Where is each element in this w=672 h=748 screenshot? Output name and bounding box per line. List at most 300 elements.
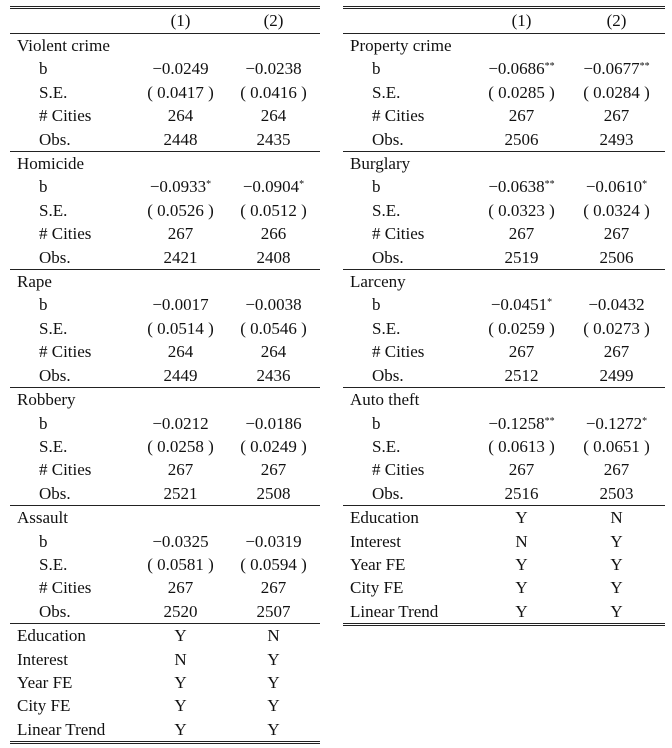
cities-col1 — [134, 222, 227, 245]
header-blank — [10, 8, 134, 34]
coefficient-row — [343, 175, 665, 198]
control-col2 — [227, 694, 320, 717]
se-label — [10, 81, 134, 104]
crime-name — [10, 152, 320, 176]
std-error-row — [10, 435, 320, 458]
coef-col2-text: −0.0432 — [588, 295, 645, 315]
coefficient-row — [10, 530, 320, 553]
cities-col1-text: 264 — [167, 342, 194, 362]
crime-name-text: Violent crime — [17, 36, 110, 55]
coef-col1 — [475, 57, 568, 80]
se-col2-text: ( 0.0416 ) — [240, 82, 307, 102]
coef-col1-text: −0.0933 — [149, 177, 207, 197]
coef-col2-text: −0.0904 — [242, 177, 300, 197]
column-header-1-text: (1) — [511, 11, 532, 30]
cities-label — [10, 458, 134, 481]
significance-stars: * — [642, 179, 648, 191]
se-col2-text: ( 0.0512 ) — [240, 200, 307, 220]
obs-label-text: Obs. — [39, 483, 71, 503]
obs-col1-text: 2521 — [163, 483, 198, 503]
se-col1-text: ( 0.0613 ) — [488, 436, 555, 456]
obs-row — [343, 128, 665, 152]
cities-label — [10, 222, 134, 245]
cities-col1 — [475, 104, 568, 127]
column-header-1-text: (1) — [170, 11, 191, 30]
se-col2-text: ( 0.0284 ) — [583, 82, 650, 102]
coef-label-text: b — [372, 413, 381, 433]
column-header-2 — [568, 8, 665, 34]
se-col1-text: ( 0.0323 ) — [488, 200, 555, 220]
control-col1-text: Y — [515, 554, 528, 574]
coefficient-row — [343, 412, 665, 435]
coef-col1-text: −0.0017 — [152, 295, 209, 315]
obs-row — [343, 482, 665, 506]
obs-col2 — [568, 364, 665, 388]
control-row — [343, 530, 665, 553]
crime-name — [10, 270, 320, 294]
control-col1-text: Y — [174, 672, 187, 692]
se-col2 — [568, 199, 665, 222]
se-col1 — [134, 435, 227, 458]
crime-name-text: Rape — [17, 272, 52, 292]
significance-stars: ** — [544, 415, 555, 427]
se-label — [10, 317, 134, 340]
coefficient-row — [10, 175, 320, 198]
crime-name — [343, 34, 665, 58]
obs-label — [10, 246, 134, 270]
significance-stars: ** — [544, 179, 555, 191]
control-label-text: Year FE — [350, 554, 406, 574]
obs-col2-text: 2508 — [256, 483, 291, 503]
crime-name — [343, 152, 665, 176]
se-label-text: S.E. — [39, 436, 68, 456]
control-label-text: Interest — [17, 649, 68, 669]
coef-col2-text: −0.1272 — [585, 413, 643, 433]
obs-col1-text: 2516 — [504, 483, 539, 503]
obs-label — [10, 600, 134, 624]
cities-col2-text: 267 — [603, 342, 630, 362]
control-col1 — [475, 530, 568, 553]
coef-col1 — [475, 412, 568, 435]
cities-label-text: # Cities — [39, 460, 92, 480]
se-label-text: S.E. — [372, 82, 401, 102]
control-col1-text: N — [515, 531, 528, 551]
coef-col2 — [227, 530, 320, 553]
obs-row — [10, 600, 320, 624]
cities-col1-text: 267 — [508, 224, 535, 244]
crime-section-title — [343, 34, 665, 58]
right-regression-table — [343, 6, 665, 626]
obs-col1 — [475, 364, 568, 388]
obs-col1 — [475, 246, 568, 270]
se-col1 — [475, 317, 568, 340]
obs-label — [343, 364, 475, 388]
se-label — [10, 435, 134, 458]
coef-col1 — [134, 293, 227, 316]
se-col2-text: ( 0.0273 ) — [583, 318, 650, 338]
obs-label — [10, 482, 134, 506]
coef-col1 — [134, 412, 227, 435]
cities-col2 — [227, 222, 320, 245]
coef-col2-text: −0.0610 — [585, 177, 643, 197]
control-col1 — [475, 553, 568, 576]
control-col2 — [227, 671, 320, 694]
coef-label — [10, 412, 134, 435]
se-col2 — [227, 553, 320, 576]
se-label-text: S.E. — [39, 554, 68, 574]
cities-col1-text: 264 — [167, 106, 194, 126]
cities-col1 — [134, 458, 227, 481]
obs-col1 — [134, 482, 227, 506]
significance-stars: ** — [544, 61, 555, 73]
obs-label — [343, 482, 475, 506]
control-label — [10, 648, 134, 671]
right-regression-panel — [343, 6, 665, 626]
coef-col1-text: −0.0212 — [152, 413, 209, 433]
control-col2 — [568, 553, 665, 576]
obs-label — [343, 246, 475, 270]
cities-col2-text: 266 — [260, 224, 287, 244]
cities-row — [10, 104, 320, 127]
crime-name-text: Larceny — [350, 272, 406, 292]
cities-col2 — [568, 458, 665, 481]
se-col1-text: ( 0.0526 ) — [147, 200, 214, 220]
cities-label — [343, 222, 475, 245]
cities-label-text: # Cities — [372, 460, 425, 480]
control-label-text: Education — [17, 626, 86, 646]
obs-col2-text: 2503 — [599, 483, 634, 503]
cities-col2 — [227, 104, 320, 127]
obs-col2 — [568, 482, 665, 506]
obs-col1-text: 2519 — [504, 247, 539, 267]
crime-section-title — [10, 506, 320, 530]
se-label — [10, 553, 134, 576]
se-col1-text: ( 0.0581 ) — [147, 554, 214, 574]
se-label-text: S.E. — [372, 200, 401, 220]
se-col2 — [227, 435, 320, 458]
obs-label — [10, 364, 134, 388]
coef-col2-text: −0.0319 — [245, 531, 302, 551]
std-error-row — [343, 199, 665, 222]
coef-col2 — [568, 57, 665, 80]
left-regression-table — [10, 6, 320, 744]
cities-label — [10, 340, 134, 363]
obs-col1 — [475, 128, 568, 152]
control-col2 — [568, 600, 665, 625]
cities-col2 — [568, 222, 665, 245]
se-col1 — [134, 81, 227, 104]
coef-col2 — [568, 412, 665, 435]
cities-col1 — [134, 104, 227, 127]
control-label-text: Year FE — [17, 672, 73, 692]
control-col1 — [134, 718, 227, 743]
se-col1 — [475, 81, 568, 104]
crime-name — [343, 270, 665, 294]
control-label — [10, 624, 134, 648]
obs-row — [343, 246, 665, 270]
se-label-text: S.E. — [39, 318, 68, 338]
significance-stars: * — [206, 179, 212, 191]
coef-col1-text: −0.0686 — [488, 59, 545, 79]
column-header-row — [10, 8, 320, 34]
control-col1 — [134, 671, 227, 694]
cities-row — [10, 576, 320, 599]
coef-label-text: b — [39, 177, 48, 197]
cities-col2 — [568, 104, 665, 127]
control-row — [343, 576, 665, 599]
control-row — [10, 718, 320, 743]
control-col2-text: Y — [610, 601, 623, 621]
cities-label-text: # Cities — [372, 106, 425, 126]
cities-col1-text: 267 — [167, 578, 194, 598]
obs-label — [10, 128, 134, 152]
obs-col2 — [568, 128, 665, 152]
control-label — [343, 530, 475, 553]
se-label-text: S.E. — [372, 318, 401, 338]
control-col1-text: Y — [515, 578, 528, 598]
coef-label-text: b — [372, 177, 381, 197]
crime-name-text: Burglary — [350, 154, 411, 174]
crime-section-title — [10, 388, 320, 412]
se-col1-text: ( 0.0259 ) — [488, 318, 555, 338]
cities-col2 — [227, 576, 320, 599]
obs-col1-text: 2520 — [163, 601, 198, 621]
obs-col2-text: 2408 — [256, 247, 291, 267]
cities-label-text: # Cities — [39, 342, 92, 362]
control-col2-text: Y — [267, 649, 280, 669]
crime-section-title — [10, 270, 320, 294]
cities-label-text: # Cities — [39, 578, 92, 598]
obs-label-text: Obs. — [372, 247, 404, 267]
control-col1-text: Y — [515, 601, 528, 621]
obs-col1 — [134, 600, 227, 624]
coef-label — [343, 412, 475, 435]
cities-row — [343, 458, 665, 481]
obs-col1-text: 2448 — [163, 129, 198, 149]
crime-name-text: Auto theft — [350, 390, 420, 410]
obs-col2-text: 2493 — [599, 129, 634, 149]
coef-col1 — [475, 293, 568, 316]
cities-row — [10, 458, 320, 481]
control-label-text: Interest — [350, 531, 401, 551]
crime-name — [10, 388, 320, 412]
obs-col2 — [227, 482, 320, 506]
cities-row — [10, 340, 320, 363]
obs-col2 — [227, 128, 320, 152]
coef-label — [10, 57, 134, 80]
obs-row — [10, 364, 320, 388]
control-label-text: Linear Trend — [17, 719, 106, 739]
significance-stars: ** — [639, 61, 650, 73]
cities-col1 — [475, 222, 568, 245]
se-col1 — [134, 317, 227, 340]
coef-col2 — [227, 293, 320, 316]
control-row — [10, 624, 320, 648]
se-label-text: S.E. — [39, 82, 68, 102]
coef-col1-text: −0.1258 — [488, 413, 545, 433]
control-row — [10, 648, 320, 671]
cities-col2-text: 267 — [603, 224, 630, 244]
obs-col1 — [475, 482, 568, 506]
coef-col1 — [475, 175, 568, 198]
coef-label-text: b — [372, 295, 381, 315]
control-col1-text: Y — [515, 508, 528, 528]
obs-row — [10, 128, 320, 152]
column-header-2 — [227, 8, 320, 34]
obs-col1 — [134, 246, 227, 270]
coef-label — [343, 57, 475, 80]
control-col1-text: Y — [174, 719, 187, 739]
obs-col2-text: 2499 — [599, 365, 634, 385]
control-col2-text: Y — [267, 719, 280, 739]
coef-label-text: b — [39, 413, 48, 433]
obs-col1-text: 2421 — [163, 247, 198, 267]
cities-col1-text: 267 — [508, 342, 535, 362]
obs-col2 — [568, 246, 665, 270]
cities-row — [10, 222, 320, 245]
coef-col2 — [227, 175, 320, 198]
control-col1 — [134, 694, 227, 717]
cities-col1-text: 267 — [167, 460, 194, 480]
left-regression-panel — [10, 6, 320, 744]
cities-row — [343, 222, 665, 245]
significance-stars: * — [642, 415, 648, 427]
coef-label — [10, 175, 134, 198]
crime-name-text: Property crime — [350, 36, 452, 55]
std-error-row — [10, 199, 320, 222]
obs-col1-text: 2449 — [163, 365, 198, 385]
obs-label-text: Obs. — [39, 247, 71, 267]
coef-col1-text: −0.0325 — [152, 531, 209, 551]
obs-row — [343, 364, 665, 388]
se-col2 — [227, 81, 320, 104]
obs-col2 — [227, 600, 320, 624]
coef-col2-text: −0.0186 — [245, 413, 302, 433]
coefficient-row — [343, 57, 665, 80]
cities-col2 — [568, 340, 665, 363]
cities-label-text: # Cities — [39, 106, 92, 126]
se-col1-text: ( 0.0258 ) — [147, 436, 214, 456]
control-col1 — [475, 506, 568, 530]
obs-row — [10, 246, 320, 270]
cities-col1-text: 267 — [508, 460, 535, 480]
cities-col2 — [227, 340, 320, 363]
column-header-1 — [475, 8, 568, 34]
control-label-text: City FE — [17, 696, 71, 716]
obs-col1-text: 2512 — [504, 365, 539, 385]
crime-section-title — [343, 270, 665, 294]
obs-label-text: Obs. — [39, 601, 71, 621]
cities-col1 — [475, 340, 568, 363]
coef-col1 — [134, 530, 227, 553]
cities-label — [10, 104, 134, 127]
obs-label-text: Obs. — [372, 129, 404, 149]
cities-col1 — [475, 458, 568, 481]
se-col2 — [568, 435, 665, 458]
cities-row — [343, 104, 665, 127]
significance-stars: * — [547, 297, 553, 309]
se-col1 — [475, 435, 568, 458]
control-label — [343, 553, 475, 576]
control-label — [343, 506, 475, 530]
obs-col1 — [134, 364, 227, 388]
cities-col2-text: 264 — [260, 342, 287, 362]
coef-col1-text: −0.0638 — [488, 177, 545, 197]
control-row — [10, 671, 320, 694]
crime-name-text: Assault — [17, 508, 68, 528]
control-row — [343, 506, 665, 530]
column-header-row — [343, 8, 665, 34]
se-label — [343, 435, 475, 458]
se-col1 — [475, 199, 568, 222]
coef-col2 — [568, 293, 665, 316]
obs-col2-text: 2507 — [256, 601, 291, 621]
control-col1-text: N — [174, 649, 187, 669]
coefficient-row — [10, 57, 320, 80]
obs-label — [343, 128, 475, 152]
coef-col1 — [134, 175, 227, 198]
se-col2 — [568, 317, 665, 340]
obs-label-text: Obs. — [372, 483, 404, 503]
obs-col2-text: 2506 — [599, 247, 634, 267]
obs-label-text: Obs. — [39, 129, 71, 149]
std-error-row — [343, 435, 665, 458]
control-col2-text: N — [267, 626, 280, 646]
cities-col1-text: 267 — [508, 106, 535, 126]
se-col2-text: ( 0.0594 ) — [240, 554, 307, 574]
crime-section-title — [343, 388, 665, 412]
cities-label-text: # Cities — [372, 224, 425, 244]
control-label-text: Education — [350, 508, 419, 528]
std-error-row — [10, 317, 320, 340]
control-col2-text: Y — [610, 578, 623, 598]
se-label — [343, 317, 475, 340]
obs-col2-text: 2436 — [256, 365, 291, 385]
std-error-row — [343, 81, 665, 104]
coef-col1-text: −0.0249 — [152, 59, 209, 79]
control-col2 — [568, 506, 665, 530]
control-row — [343, 600, 665, 625]
se-col2-text: ( 0.0324 ) — [583, 200, 650, 220]
control-label-text: City FE — [350, 578, 404, 598]
column-header-2-text: (2) — [263, 11, 284, 30]
crime-name — [343, 388, 665, 412]
se-label-text: S.E. — [372, 436, 401, 456]
se-label-text: S.E. — [39, 200, 68, 220]
cities-label — [343, 458, 475, 481]
std-error-row — [10, 81, 320, 104]
se-col1-text: ( 0.0417 ) — [147, 82, 214, 102]
crime-section-title — [10, 34, 320, 58]
coef-label — [343, 175, 475, 198]
se-col1-text: ( 0.0514 ) — [147, 318, 214, 338]
se-col2 — [568, 81, 665, 104]
std-error-row — [343, 317, 665, 340]
obs-label-text: Obs. — [372, 365, 404, 385]
cities-label-text: # Cities — [372, 342, 425, 362]
cities-col2-text: 264 — [260, 106, 287, 126]
se-col2-text: ( 0.0546 ) — [240, 318, 307, 338]
se-col2 — [227, 317, 320, 340]
control-col2 — [227, 648, 320, 671]
cities-col1 — [134, 576, 227, 599]
control-label — [10, 694, 134, 717]
control-col1 — [475, 576, 568, 599]
control-label — [343, 600, 475, 625]
cities-col1 — [134, 340, 227, 363]
coef-col2 — [227, 57, 320, 80]
control-col2-text: N — [610, 508, 623, 528]
